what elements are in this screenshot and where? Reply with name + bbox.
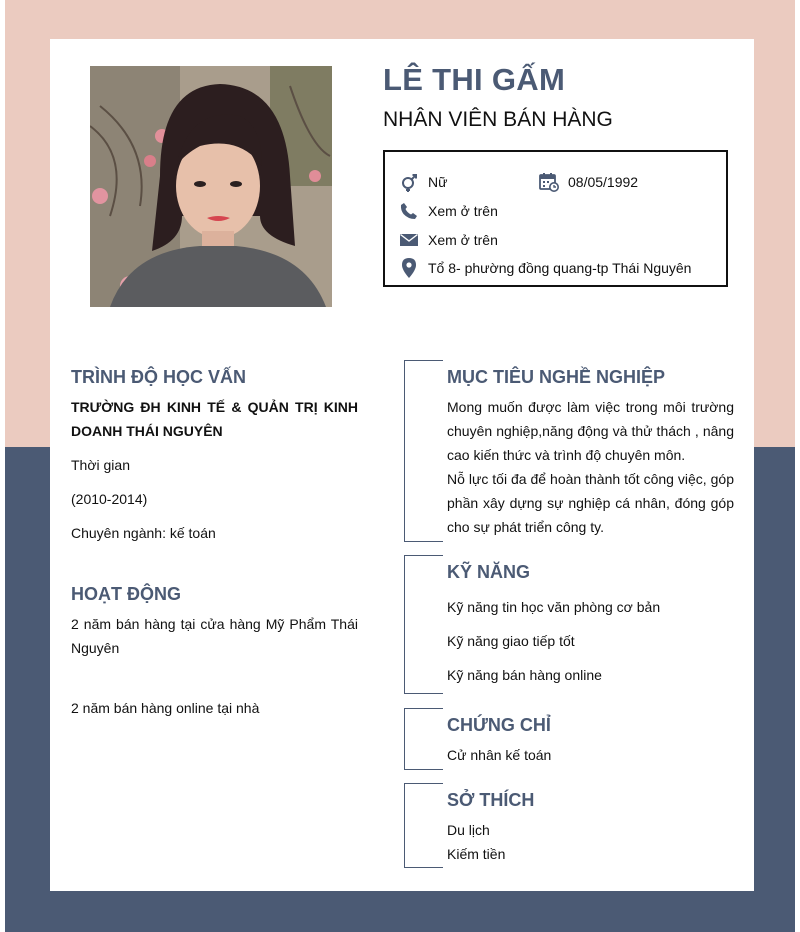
gender-row: [399, 172, 447, 192]
job-title: NHÂN VIÊN BÁN HÀNG: [383, 108, 613, 131]
activities-title: HOẠT ĐỘNG: [71, 584, 181, 604]
activity-item: 2 năm bán hàng online tại nhà: [71, 700, 260, 716]
phone-row: [399, 201, 498, 221]
phone-icon: [399, 201, 419, 221]
education-years: (2010-2014): [71, 491, 148, 507]
skill-item: Kỹ năng bán hàng online: [447, 667, 602, 683]
email-value: Xem ở trên: [428, 232, 498, 248]
candidate-name: LÊ THI GẤM: [383, 62, 566, 97]
calendar-icon: [539, 172, 559, 192]
address-row: [399, 258, 691, 278]
objective-bracket: [404, 360, 443, 542]
gender-icon: [399, 172, 419, 192]
objective-paragraph-1: Mong muốn được làm việc trong môi trường chuyên nghiệp,năng động và thử thách , nâng cao kiến thức và trình độ chuyên môn.: [447, 399, 734, 463]
location-pin-icon: [399, 258, 419, 278]
hobby-item: Kiếm tiền: [447, 846, 506, 862]
gender-value: Nữ: [428, 174, 448, 190]
hobbies-bracket: [404, 783, 443, 868]
envelope-icon: [399, 230, 419, 250]
email-row: [399, 230, 498, 250]
education-school: TRƯỜNG ĐH KINH TẾ & QUẢN TRỊ KINH DOANH THÁI NGUYÊN: [71, 399, 358, 439]
phone-value: Xem ở trên: [428, 203, 498, 219]
education-time-label: Thời gian: [71, 457, 130, 473]
hobby-item: Du lịch: [447, 822, 490, 838]
skills-title: KỸ NĂNG: [447, 562, 531, 582]
education-major: Chuyên ngành: kế toán: [71, 525, 216, 541]
certificates-title: CHỨNG CHỈ: [447, 715, 551, 735]
hobbies-title: SỞ THÍCH: [447, 790, 535, 810]
birthdate-row: [539, 172, 638, 192]
profile-photo: [90, 66, 332, 307]
skills-bracket: [404, 555, 443, 694]
personal-info-box: [383, 150, 728, 287]
education-title: TRÌNH ĐỘ HỌC VẤN: [71, 367, 246, 387]
address-value: Tổ 8- phường đồng quang-tp Thái Nguyên: [428, 260, 692, 276]
birthdate-value: 08/05/1992: [568, 174, 639, 190]
skill-item: Kỹ năng giao tiếp tốt: [447, 633, 575, 649]
certificates-bracket: [404, 708, 443, 770]
certificate-item: Cử nhân kế toán: [447, 747, 552, 763]
objective-paragraph-2: Nỗ lực tối đa để hoàn thành tốt công việc, góp phần xây dựng sự nghiệp cá nhân, đóng góp cho sự phát triển công ty.: [447, 471, 734, 535]
objective-title: MỤC TIÊU NGHỀ NGHIỆP: [447, 367, 666, 387]
activity-item: 2 năm bán hàng tại cửa hàng Mỹ Phẩm Thái Nguyên: [71, 616, 358, 656]
skill-item: Kỹ năng tin học văn phòng cơ bản: [447, 599, 661, 615]
